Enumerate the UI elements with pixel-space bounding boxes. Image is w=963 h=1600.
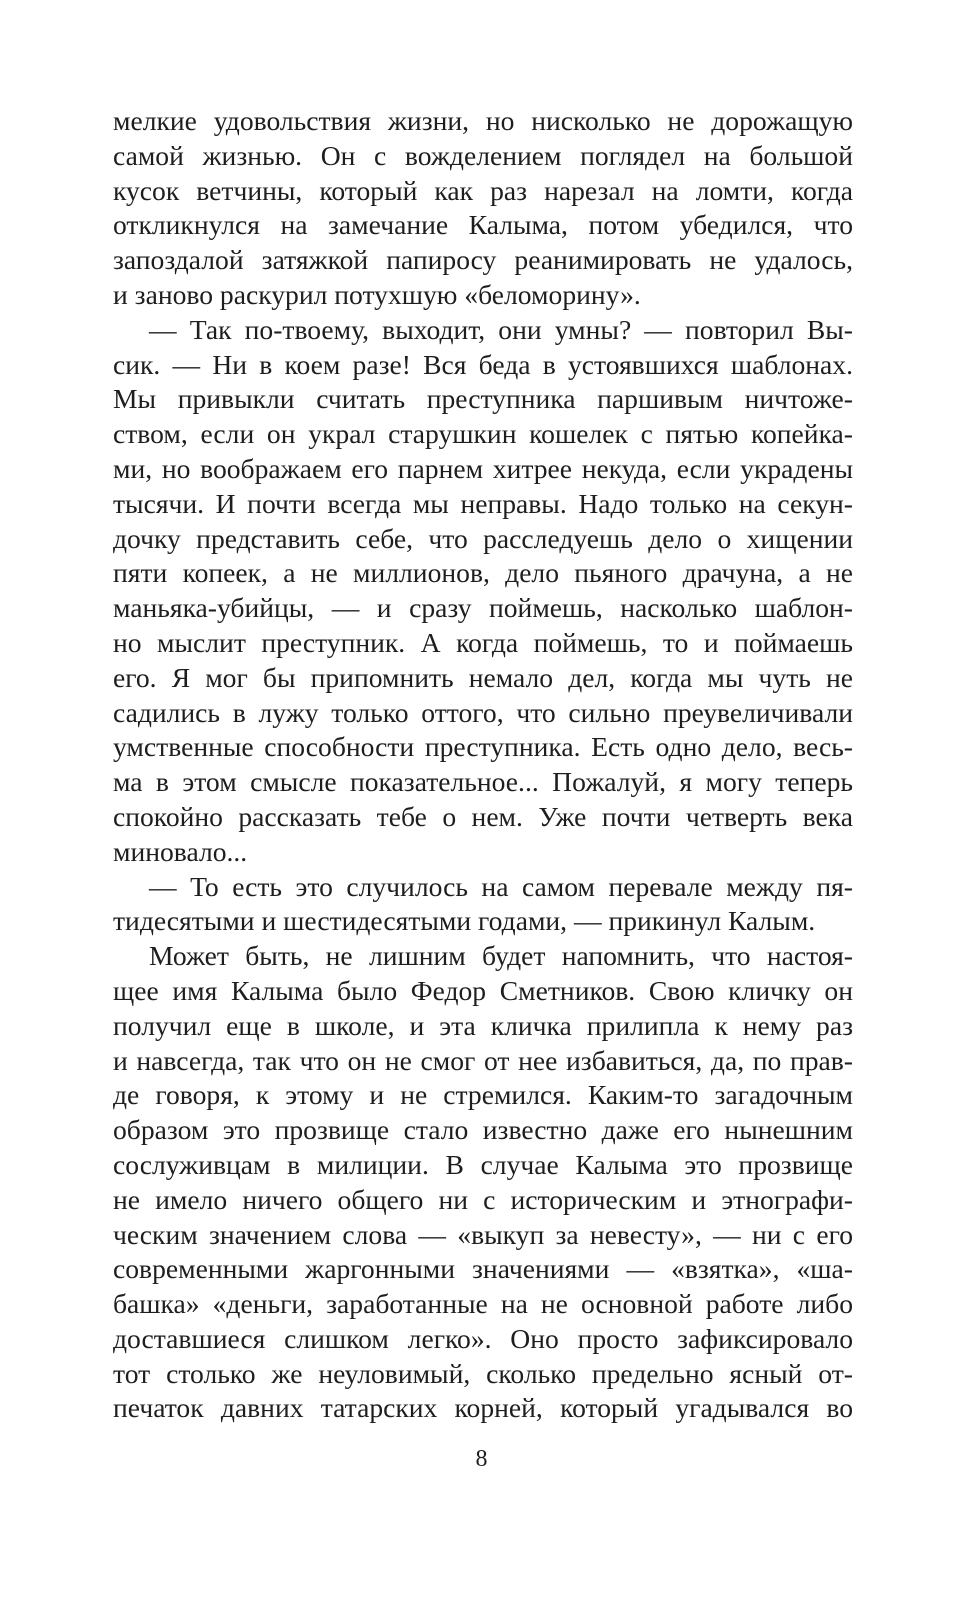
text-line: умственные способности преступника. Есть одно дело, весь- xyxy=(113,731,853,763)
text-line: садились в лужу только оттого, что сильно преувеличивали xyxy=(113,696,853,728)
text-line: тот столько же неуловимый, сколько предельно ясный от- xyxy=(113,1357,853,1389)
text-line: но мыслит преступник. А когда поймешь, то и поймаешь xyxy=(113,626,853,658)
text-line: ма в этом смысле показательное... Пожалуй, я могу теперь xyxy=(113,766,853,798)
text-line: спокойно рассказать тебе о нем. Уже почти четверть века xyxy=(113,800,853,832)
text-line: не имело ничего общего ни с историческим и этнографи- xyxy=(113,1183,853,1215)
text-line: маньяка-убийцы, — и сразу поймешь, насколько шаблон- xyxy=(113,592,853,624)
body-text xyxy=(113,104,853,1426)
text-line: кусок ветчины, который как раз нарезал на ломти, когда xyxy=(113,174,853,206)
paragraph xyxy=(113,313,853,870)
text-line: и навсегда, так что он не смог от нее избавиться, да, по прав- xyxy=(113,1044,853,1076)
text-line: печаток давних татарских корней, который угадывался во xyxy=(113,1392,853,1424)
page-number: 8 xyxy=(475,1446,488,1472)
text-line: его. Я мог бы припомнить немало дел, когда мы чуть не xyxy=(113,661,853,693)
text-line: ми, но воображаем его парнем хитрее некуда, если украдены xyxy=(113,452,853,484)
text-line: башка» «деньги, заработанные на не основной работе либо xyxy=(113,1288,853,1320)
text-line: образом это прозвище стало известно даже его нынешним xyxy=(113,1114,853,1146)
text-line: получил еще в школе, и эта кличка прилипла к нему раз xyxy=(113,1009,853,1041)
text-line: современными жаргонными значениями — «взятка», «ша- xyxy=(113,1253,853,1285)
text-line: Мы привыкли считать преступника паршивым ничтоже- xyxy=(113,383,853,415)
text-line: щее имя Калыма было Федор Сметников. Свою кличку он xyxy=(113,974,853,1006)
text-line: дочку представить себе, что расследуешь дело о хищении xyxy=(113,522,853,554)
text-line: доставшиеся слишком легко». Оно просто зафиксировало xyxy=(113,1322,853,1354)
paragraph xyxy=(113,104,853,313)
text-line: ческим значением слова — «выкуп за невесту», — ни с его xyxy=(113,1218,853,1250)
text-line: Может быть, не лишним будет напомнить, что настоя- xyxy=(149,940,853,972)
text-line: де говоря, к этому и не стремился. Каким-то загадочным xyxy=(113,1079,853,1111)
paragraph xyxy=(113,870,853,940)
text-line: тысячи. И почти всегда мы неправы. Надо только на секун- xyxy=(113,487,853,519)
text-line: — Так по-твоему, выходит, они умны? — повторил Вы- xyxy=(149,313,853,345)
text-line: тидесятыми и шестидесятыми годами, — прикинул Калым. xyxy=(113,905,816,937)
text-line: и заново раскурил потухшую «беломорину». xyxy=(113,278,641,310)
text-line: пяти копеек, а не миллионов, дело пьяного драчуна, а не xyxy=(113,557,853,589)
paragraph xyxy=(113,939,853,1426)
text-line: откликнулся на замечание Калыма, потом убедился, что xyxy=(113,209,853,241)
text-line: ством, если он украл старушкин кошелек с пятью копейка- xyxy=(113,418,853,450)
text-line: сослуживцам в милиции. В случае Калыма это прозвище xyxy=(113,1148,853,1180)
text-line: миновало... xyxy=(113,835,248,867)
text-line: — То есть это случилось на самом перевале между пя- xyxy=(149,870,853,902)
text-line: мелкие удовольствия жизни, но нисколько не дорожащую xyxy=(113,105,853,136)
text-line: сик. — Ни в коем разе! Вся беда в устоявшихся шаблонах. xyxy=(113,348,853,380)
text-line: самой жизнью. Он с вожделением поглядел на большой xyxy=(113,139,853,171)
text-line: запоздалой затяжкой папиросу реанимировать не удалось, xyxy=(113,244,853,276)
